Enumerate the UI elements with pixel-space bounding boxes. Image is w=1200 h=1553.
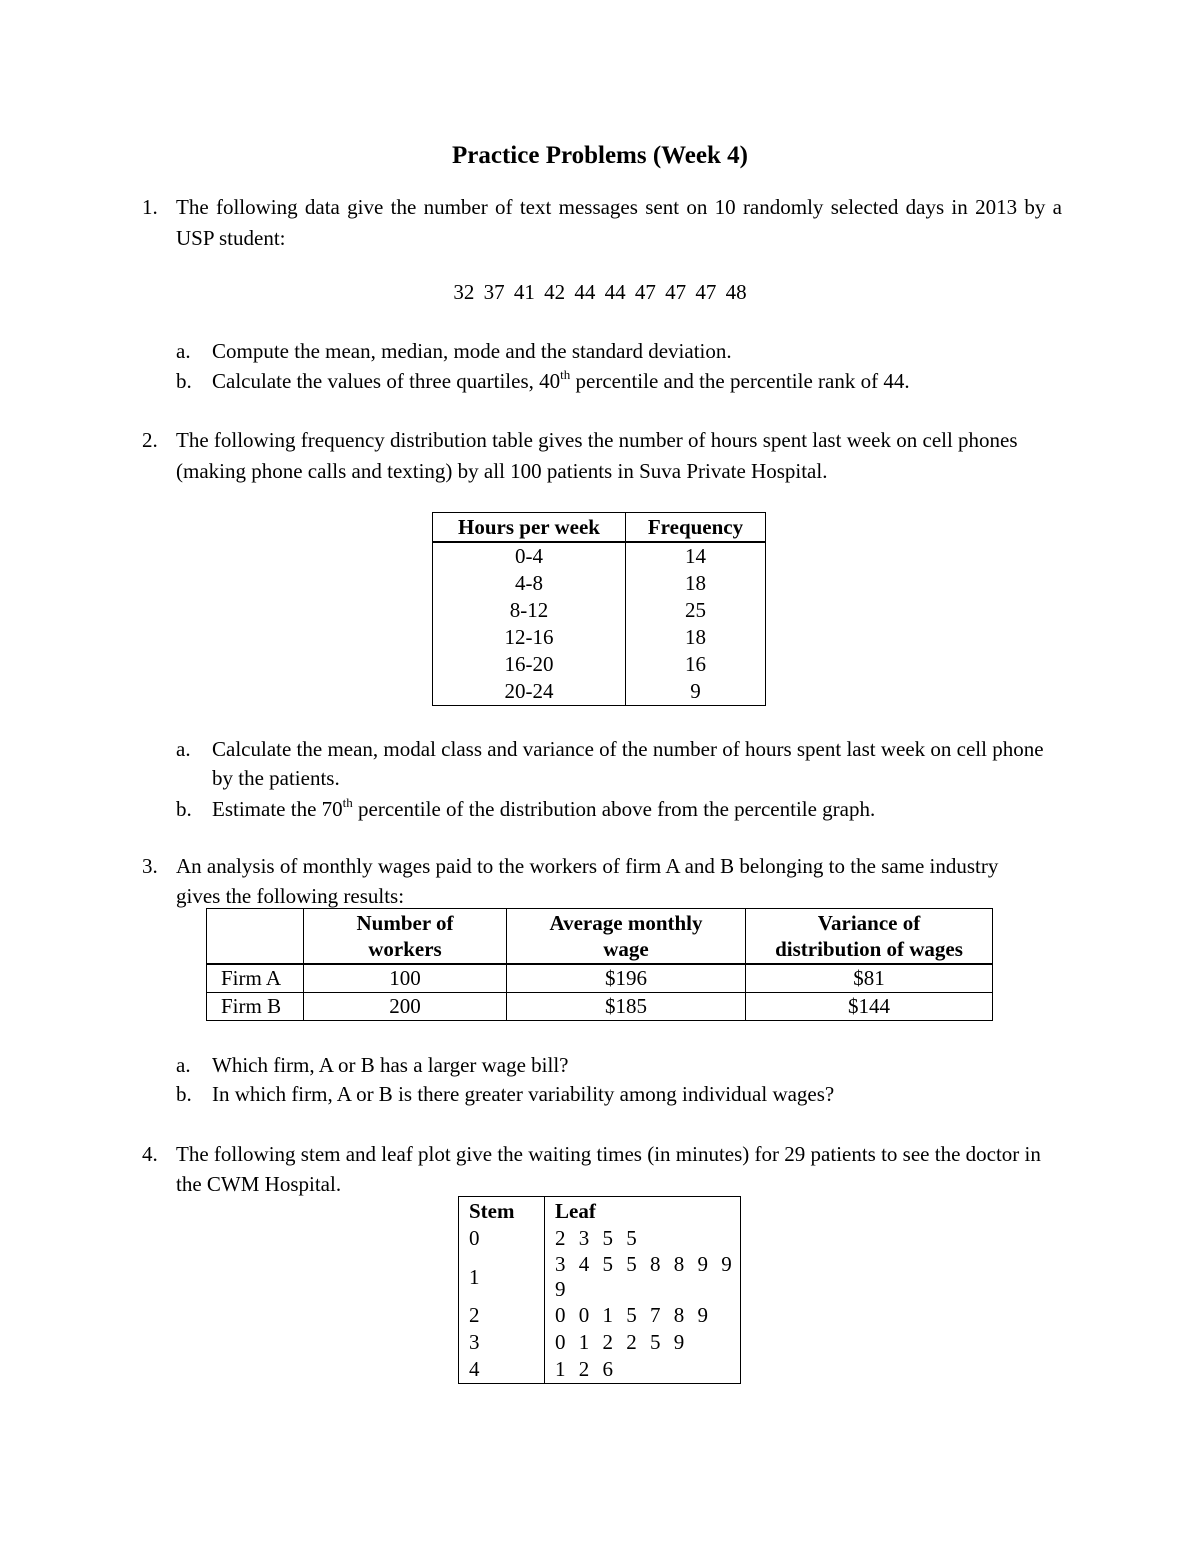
table-row	[433, 570, 766, 597]
table-cell: 20-24	[433, 678, 626, 706]
table-row	[207, 964, 993, 993]
question-3	[142, 851, 1062, 911]
table-cell: 18	[626, 624, 766, 651]
sub-text: Compute the mean, median, mode and the standard deviation.	[212, 339, 732, 363]
question-3a	[176, 1051, 1056, 1080]
table-row	[459, 1252, 741, 1302]
column-header: Hours per week	[433, 513, 626, 543]
question-4	[142, 1139, 1062, 1199]
table-header-row	[459, 1197, 741, 1226]
table-cell: 9	[626, 678, 766, 706]
question-text: The following frequency distribution table gives the number of hours spent last week on cell phones (making phone calls and texting) by all 100 patients in Suva Private Hospital.	[176, 428, 1018, 483]
question-text: The following data give the number of text messages sent on 10 randomly selected days in 2013 by a USP student:	[176, 195, 1062, 250]
question-1a	[176, 337, 1056, 366]
question-2b	[176, 795, 1056, 824]
table-cell: 2 3 5 5	[545, 1225, 741, 1252]
column-header: Number of workers	[304, 909, 507, 965]
table-row	[433, 651, 766, 678]
table-cell: 14	[626, 542, 766, 570]
data-values: 32 37 41 42 44 44 47 47 47 48	[453, 280, 747, 304]
question-2a	[176, 735, 1056, 793]
table-row	[459, 1329, 741, 1356]
table-cell: 16	[626, 651, 766, 678]
table-cell: Firm A	[207, 964, 304, 993]
table-cell: 1 2 6	[545, 1356, 741, 1384]
table-cell: 18	[626, 570, 766, 597]
sub-text: Calculate the values of three quartiles, 40th percentile and the percentile rank of 44.	[212, 367, 910, 393]
question-text: An analysis of monthly wages paid to the workers of firm A and B belonging to the same industry gives the following results:	[176, 854, 999, 908]
column-header	[207, 909, 304, 965]
table-cell: 8-12	[433, 597, 626, 624]
question-number: 2.	[142, 428, 158, 452]
sub-text: Estimate the 70th percentile of the distribution above from the percentile graph.	[212, 795, 876, 821]
table-cell: $81	[746, 964, 993, 993]
column-header: Frequency	[626, 513, 766, 543]
stem-leaf-table	[458, 1196, 741, 1384]
table-row	[433, 542, 766, 570]
table-cell: 0-4	[433, 542, 626, 570]
sub-label: b.	[176, 369, 192, 393]
question-1b	[176, 367, 1056, 396]
question-number: 4.	[142, 1142, 158, 1166]
table-cell: 12-16	[433, 624, 626, 651]
question-text: The following stem and leaf plot give the waiting times (in minutes) for 29 patients to see the doctor in the CWM Hospital.	[176, 1142, 1041, 1196]
table-header-row	[433, 513, 766, 543]
table-row	[459, 1225, 741, 1252]
table-row	[433, 624, 766, 651]
page-title: Practice Problems (Week 4)	[452, 142, 748, 169]
question-2	[142, 425, 1062, 487]
question-number: 3.	[142, 854, 158, 878]
question-3b	[176, 1080, 1056, 1109]
table-cell: $185	[507, 993, 746, 1021]
table-cell: 4	[459, 1356, 545, 1384]
table-cell: 0	[459, 1225, 545, 1252]
wages-table	[206, 908, 993, 1021]
table-row	[207, 993, 993, 1021]
question-number: 1.	[142, 195, 158, 219]
column-header: Variance of distribution of wages	[746, 909, 993, 965]
table-cell: 0 0 1 5 7 8 9	[545, 1302, 741, 1329]
table-cell: 25	[626, 597, 766, 624]
table-cell: 1	[459, 1252, 545, 1302]
table-row	[433, 678, 766, 706]
sub-label: b.	[176, 1082, 192, 1106]
table-cell: 2	[459, 1302, 545, 1329]
sub-label: a.	[176, 737, 191, 761]
table-header-row	[207, 909, 993, 965]
frequency-table	[432, 512, 766, 706]
column-header: Leaf	[545, 1197, 741, 1226]
sub-text: In which firm, A or B is there greater variability among individual wages?	[212, 1082, 835, 1106]
sub-text: Which firm, A or B has a larger wage bill?	[212, 1053, 569, 1077]
table-cell: 3 4 5 5 8 8 9 9 9	[545, 1252, 741, 1302]
table-row	[433, 597, 766, 624]
table-cell: $196	[507, 964, 746, 993]
sub-label: a.	[176, 339, 191, 363]
table-row	[459, 1302, 741, 1329]
table-cell: 3	[459, 1329, 545, 1356]
table-cell: 0 1 2 2 5 9	[545, 1329, 741, 1356]
table-row	[459, 1356, 741, 1384]
sub-label: a.	[176, 1053, 191, 1077]
table-cell: 16-20	[433, 651, 626, 678]
table-cell: 4-8	[433, 570, 626, 597]
sub-text: Calculate the mean, modal class and variance of the number of hours spent last week on cell phone by the patients.	[212, 737, 1044, 790]
column-header: Average monthly wage	[507, 909, 746, 965]
table-cell: 200	[304, 993, 507, 1021]
column-header: Stem	[459, 1197, 545, 1226]
table-cell: $144	[746, 993, 993, 1021]
question-1	[142, 192, 1062, 254]
sub-label: b.	[176, 797, 192, 821]
table-cell: 100	[304, 964, 507, 993]
table-cell: Firm B	[207, 993, 304, 1021]
